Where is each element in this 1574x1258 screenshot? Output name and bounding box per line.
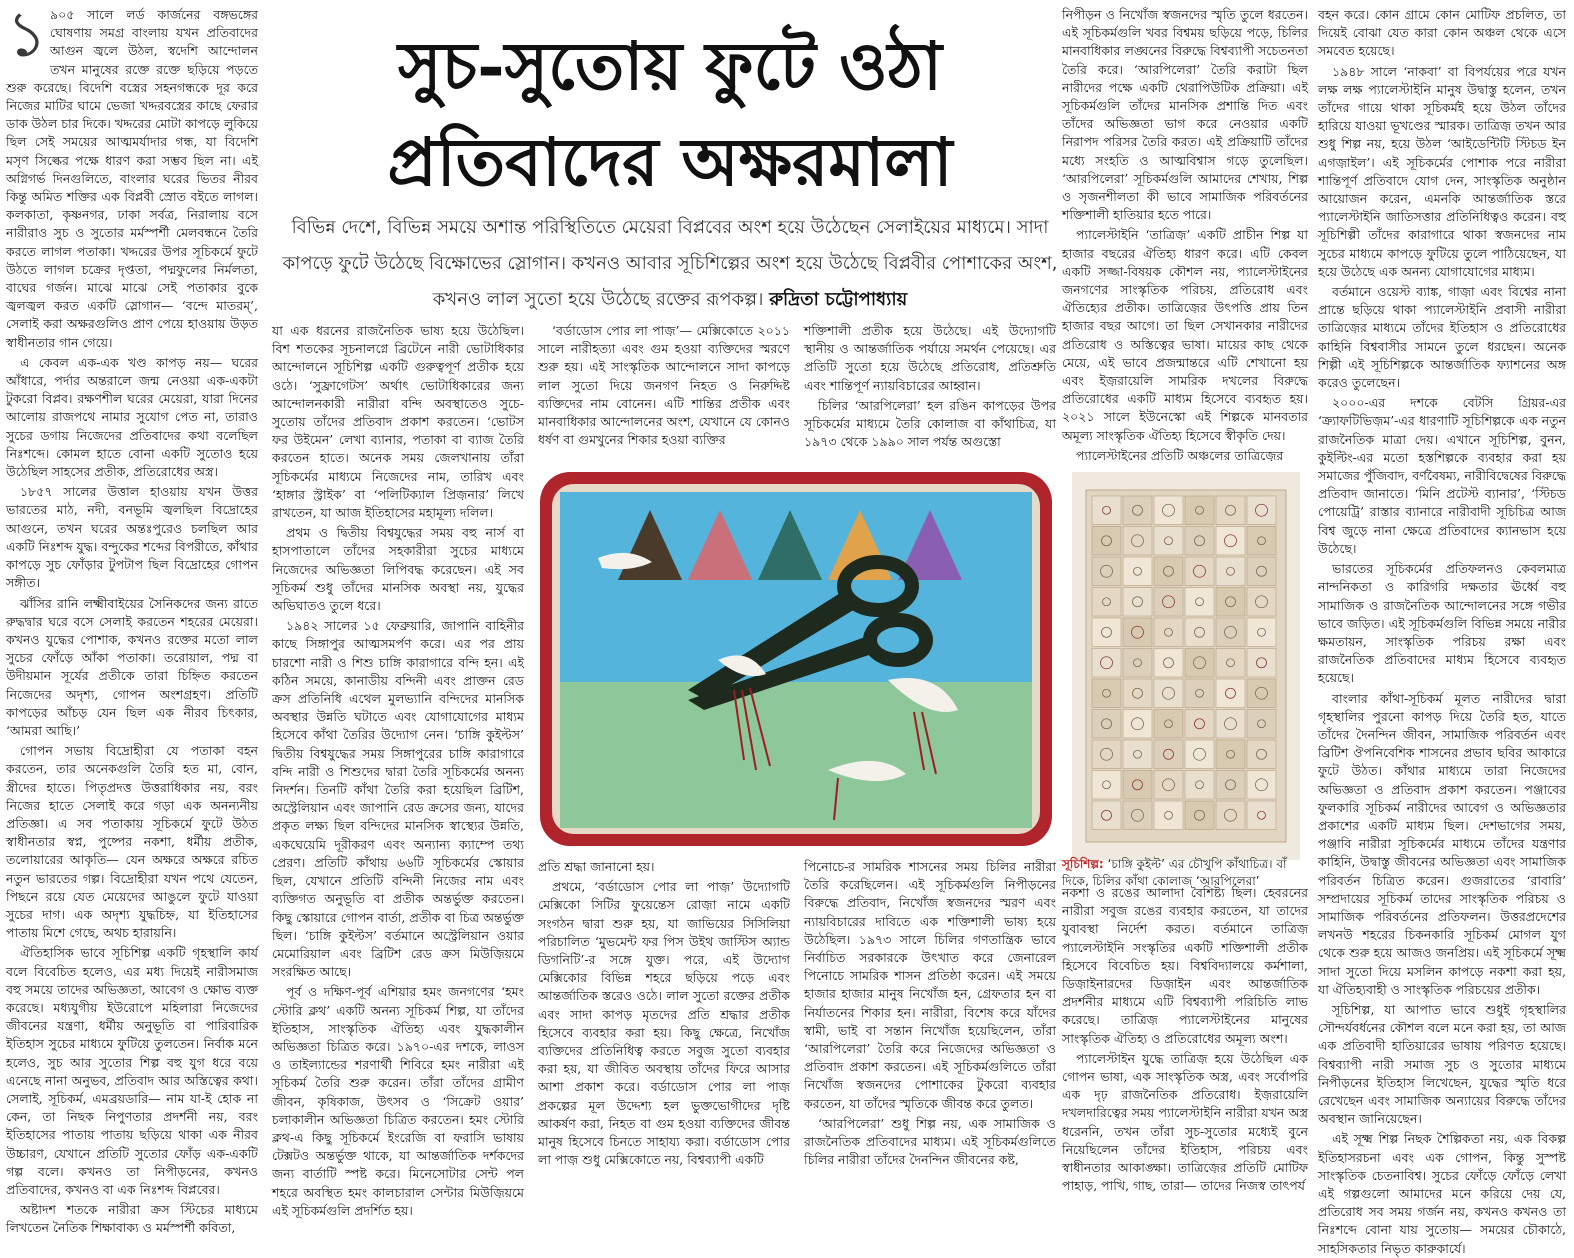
quilt-square bbox=[1185, 618, 1214, 647]
quilt-square bbox=[1123, 679, 1152, 708]
paragraph: ‘বর্ডাডোস পোর লা পাজ়’— মেক্সিকোতে ২০১১ সালে নারীহত্যা এবং গুম হওয়া ব্যক্তিদের স্মরণে শুরু হয়। এই সাংস্কৃতিক আন্দোলনে সাদা কাপড়ে লাল সুতো দিয়ে জনগণ নিহত ও নিরুদ্দিষ্ট ব্যক্তিদের নাম বোনেন। এটি শান্তির প্রতীক এবং মানবাধিকার আন্দোলনের অংশ, যেখানে যে কোনও ধর্ষণ বা গুমখুনের শিকার হওয়া ব্যক্তির bbox=[538, 323, 790, 448]
paragraph: ১৯৪৮ সালে ‘নাকবা’ বা বিপর্যয়ের পরে যখন লক্ষ লক্ষ প্যালেস্টাইনি মানুষ উদ্বাস্তু হলেন, তখন তাঁদের গায়ে থাকা সূচিকর্মই হয়ে উঠল তাঁদের হারিয়ে যাওয়া ভূখণ্ডের স্মারক। তাত্রিজ় তখন আর শুধু শিল্প নয়, হয়ে উঠল ‘আইডেন্টিটি স্টিচড ইন এগজ়াইল’। এই সূচিকর্মের পোশাক পরে নারীরা শান্তিপূর্ণ প্রতিবাদে যোগ দেন, সাংস্কৃতিক অনুষ্ঠান আয়োজন করেন, এমনকি আন্তর্জাতিক স্তরে প্যালেস্টাইনি জাতিসত্তার প্রতিনিধিত্বও করেন। বহু সূচিশিল্পী তাঁদের কারাগারে থাকা স্বজনদের নাম সুচের মাধ্যমে কাপড়ে ফুটিয়ে তুলে পাঠিয়েছেন, যা হয়ে উঠেছে এক অনন্য যোগাযোগের মাধ্যম। bbox=[1318, 63, 1566, 279]
quilt-square bbox=[1092, 740, 1121, 769]
quilt-square bbox=[1247, 618, 1276, 647]
quilt-square bbox=[1154, 679, 1183, 708]
quilt-square bbox=[1092, 618, 1121, 647]
caption-text: ‘চাঙ্গি কুইল্ট’ এর চৌখুপি কাঁথাচিত্র। বাঁ দিকে, চিলির কাঁথা কোলাজ ‘আরপিলেরা’ bbox=[1062, 857, 1287, 888]
quilt-square bbox=[1216, 618, 1245, 647]
quilt-square bbox=[1154, 557, 1183, 586]
paragraph: এই সূক্ষ্ম শিল্প নিছক শৈল্পিকতা নয়, এক বিকল্প ইতিহাসরচনা এবং এক গোপন, কিন্তু সুস্পষ্ট সাংস্কৃতিক চেতনাবিশ্ব। সুচের ফোঁড়ে ফোঁড়ে লেখা এই গল্পগুলো আমাদের মনে করিয়ে দেয় যে, প্রতিরোধ সব সময় গর্জন নয়, কখনও কখনও তা নিঃশব্দে বোনা যায় সুতোয়— সময়ের চৌকাঠে, সাহসিকতার নিভৃত কারুকার্যে। bbox=[1318, 1131, 1566, 1256]
quilt-square bbox=[1123, 527, 1152, 556]
headline bbox=[290, 18, 1050, 210]
paragraph: বর্তমানে ওয়েস্ট ব্যাঙ্ক, গাজ়া এবং বিশ্বের নানা প্রান্তে ছড়িয়ে থাকা প্যালেস্টাইনি প্রবাসী নারীরা তাত্রিজ়ের মাধ্যমে তাঁদের ইতিহাস ও প্রতিরোধের কাহিনি বিশ্ববাসীর সামনে তুলে ধরছেন। অনেক শিল্পী এই সূচিশিল্পকে আন্তর্জাতিক ফ্যাশনের অঙ্গ করেও তুলেছেন। bbox=[1318, 284, 1566, 391]
quilt-square bbox=[1123, 557, 1152, 586]
quilt-square bbox=[1123, 710, 1152, 739]
quilt-square bbox=[1092, 496, 1121, 525]
quilt-square bbox=[1185, 740, 1214, 769]
quilt-square bbox=[1247, 679, 1276, 708]
quilt-square bbox=[1154, 527, 1183, 556]
quilt-square bbox=[1092, 679, 1121, 708]
article-column-4-top bbox=[804, 322, 1056, 474]
quilt-square bbox=[1123, 740, 1152, 769]
quilt-square bbox=[1185, 496, 1214, 525]
paragraph: প্রথম ও দ্বিতীয় বিশ্বযুদ্ধের সময় বহু নার্স বা হাসপাতালে তাঁদের সহকারীরা সুচের মাধ্যমে নিজেদের অভিজ্ঞতা লিপিবদ্ধ করেছেন। এই সব সূচিকর্ম শুধু তাঁদের মানসিক অবস্থা নয়, যুদ্ধের অভিঘাতও তুলে ধরে। bbox=[272, 525, 524, 614]
paragraph: এ কেবল এক-এক খণ্ড কাপড় নয়— ঘরের আঁধারে, পর্দার অন্তরালে জন্ম নেওয়া এক-একটা টুকরো বিপ্লব। রক্ষণশীল ঘরের মেয়েরা, যারা দিনের আলোয় রাজপথে নামার সুযোগ পেত না, তারাও সুচের ডগায় নিজেদের প্রতিবাদের কথা বলেছিল নিঃশব্দে। কোমল হাতে বোনা একটি সুতোও হয়ে উঠেছিল সাহসের প্রতীক, প্রতিরোধের অস্ত্র। bbox=[6, 354, 258, 480]
quilt-square bbox=[1247, 740, 1276, 769]
paragraph: ৯০৫ সালে লর্ড কার্জনের বঙ্গভঙ্গের ঘোষণায় সমগ্র বাংলায় যখন প্রতিবাদের আগুন জ্বলে উঠল, স্বদেশি আন্দোলন তখন মানুষের রক্তে রক্তে ছড়িয়ে পড়তে শুরু করেছে। বিদেশি বস্ত্রের সহনগন্ধকে দূর করে নিজের মাটির ঘামে ভেজা খদ্দরবস্ত্রের কাছে ফেরার ডাক উঠল চার দিকে। খদ্দরের মোটা কাপড়ে লুকিয়ে ছিল সেই সময়ের আত্মমর্যাদার গন্ধ, যা বিদেশি মসৃণ সিল্কের পক্ষে ধারণ করা সম্ভব ছিল না। এই অগ্নিগর্ভ দিনগুলিতে, বাংলার ঘরের ভিতর নীরব কিন্তু অমিত শক্তির এক বিপ্লবী স্রোত বইতে লাগল। কলকাতা, কৃষ্ণনগর, ঢাকা সর্বত্র, নিরালায় বসে নারীরাও সুচ ও সুতোর মর্মস্পর্শী মেলবন্ধনে তৈরি করতে লাগল পতাকা। খদ্দরের উপর সূচিকর্মে ফুটে উঠতে লাগল চক্রের দৃপ্ততা, পদ্মফুলের নির্মলতা, বাঘের গর্জন। মাঝে মাঝে সেই পতাকার বুকে জ্বলজ্বল করত একটি স্লোগান— ‘বন্দে মাতরম্’, সেলাই করা অক্ষরগুলিও প্রাণ পেয়ে হাওয়ায় উড়ত স্বাধীনতার গান গেয়ে। bbox=[6, 7, 258, 350]
quilt-sky bbox=[560, 492, 1032, 682]
quilt-square bbox=[1247, 496, 1276, 525]
quilt-square bbox=[1092, 557, 1121, 586]
quilt-square bbox=[1185, 649, 1214, 678]
paragraph: নকশা ও রঙের আলাদা বৈশিষ্ট্য ছিল। হেবরনের নারীরা সবুজ রঙের ব্যবহার করতেন, যা তাদের যুবাবস্থা নির্দেশ করত। বর্তমানে তাত্রিজ় প্যালেস্টাইনি সংস্কৃতির একটি শক্তিশালী প্রতীক হিসেবে বিবেচিত হয়। বিশ্ববিদ্যালয়ে কর্মশালা, ডিজ়াইনারদের ডিজ়াইন এবং আন্তর্জাতিক প্রদর্শনীর মাধ্যমে এটি বিশ্বব্যাপী পরিচিতি লাভ করেছে। তাত্রিজ় প্যালেস্টাইনের মানুষের সাংস্কৃতিক ঐতিহ্য ও প্রতিরোধের অমূল্য অংশ। bbox=[1062, 885, 1308, 1046]
paragraph: গোপন সভায় বিদ্রোহীরা যে পতাকা বহন করতেন, তার অনেকগুলি তৈরি হত মা, বোন, স্ত্রীদের হাতে। পিতৃপ্রদত্ত উত্তরাধিকার নয়, বরং নিজের হাতে সেলাই করে গড়া এক অনন্যনীয় প্রতিজ্ঞা। এ সব পতাকায় সূচিকর্মে ফুটে উঠত স্বাধীনতার স্বপ্ন, পুষ্পের নকশা, ধর্মীয় প্রতীক, তলোয়ারের আকৃতি— যেন অক্ষরে অক্ষরে রচিত নতুন ভারতের গল্প। বিদ্রোহীরা যখন পথে যেতেন, পিছনে রয়ে যেত মেয়েদের আঙুলে ফুটে যাওয়া সুচের দাগ। এক অদৃশ্য যুদ্ধচিহ্ন, যা ইতিহাসের পাতায় মিশে গেছে, অথচ হারায়নি। bbox=[6, 743, 258, 941]
headline-line-1: সুচ-সুতোয় ফুটে ওঠা bbox=[398, 27, 942, 105]
article-column-5-top bbox=[1062, 6, 1308, 463]
paragraph: যা এক ধরনের রাজনৈতিক ভাষ্য হয়ে উঠেছিল। বিশ শতকের সূচনালগ্নে ব্রিটেনে নারী ভোটাধিকার আন্দোলনে সূচিশিল্প একটি গুরুত্বপূর্ণ প্রতীক হয়ে ওঠে। ‘সুফ্রাগেটস’ অর্থাৎ ভোটাধিকারের জন্য আন্দোলনকারী নারীরা বন্দি অবস্থাতেও সুচে-সুতোয় তাঁদের প্রতিবাদ প্রকাশ করতেন। ‘ভোটস ফর উইমেন’ লেখা ব্যানার, পতাকা বা ব্যাজ তৈরি করতেন হাতে। অনেক সময় জেলখানায় তাঁরা সূচিকর্মের মাধ্যমে নিজেদের নাম, তারিখ এবং ‘হাঙ্গার স্ট্রাইক’ বা ‘পলিটিক্যাল প্রিজ়নার’ লিখে রাখতেন, যা আজ ইতিহাসের মহামূল্য দলিল। bbox=[272, 323, 524, 521]
paragraph: ঐতিহাসিক ভাবে সূচিশিল্প একটি গৃহস্থালি কার্য বলে বিবেচিত হলেও, এর মধ্য দিয়েই নারীসমাজ বহু সময়ে তাদের অভিজ্ঞতা, আবেগ ও ক্ষোভ ব্যক্ত করেছে। মধ্যযুগীয় ইউরোপে মহিলারা নিজেদের জীবনের যন্ত্রণা, ধর্মীয় অনুভূতি বা পারিবারিক ইতিহাস সুচের মাধ্যমে ফুটিয়ে তুলতেন। নির্বাক মনে হলেও, সুচ আর সুতোর শিল্প বহু যুগ ধরে বয়ে এনেছে নানা অনুভব, প্রতিবাদ আর অস্তিত্বের কথা। সেলাই, সূচিকর্ম, এমব্রয়ডারি— নাম যা-ই হোক না কেন, তা নিছক নিপুণতার প্রদর্শনী নয়, বরং ইতিহাসের পাতায় পাতায় ছড়িয়ে থাকা এক নীরব উচ্চারণ, যেখানে প্রতিটি সুতোর ফোঁড় এক-একটি গল্প বলে। কখনও তা নিপীড়নের, কখনও প্রতিবাদের, কখনও বা এক নিঃশব্দ বিপ্লবের। bbox=[6, 945, 258, 1197]
quilt-square bbox=[1123, 496, 1152, 525]
paragraph: ভারতের সূচিকর্মের প্রতিফলনও কেবলমাত্র নান্দনিকতা ও কারিগরি দক্ষতার ঊর্ধ্বে বহু সামাজিক ও রাজনৈতিক আন্দোলনের সঙ্গে গভীর ভাবে জড়িত। এই সূচিকর্মগুলি বিভিন্ন সময়ে নারীর ক্ষমতায়ন, সাংস্কৃতিক পরিচয় রক্ষা এবং রাজনৈতিক প্রতিবাদের মাধ্যম হিসেবে ব্যবহৃত হয়েছে। bbox=[1318, 561, 1566, 686]
headline-line-2: প্রতিবাদের অক্ষরমালা bbox=[387, 123, 953, 201]
paragraph: ঝাঁসির রানি লক্ষ্মীবাইয়ের সৈনিকদের জন্য রাতে রুদ্ধদ্বার ঘরে বসে সেলাই করতেন শহরের মেয়েরা। কখনও যুদ্ধের পোশাক, কখনও রক্তের মতো লাল সুচের ফোঁড়ে আঁকা পতাকা। তরোয়াল, পদ্ম বা উদীয়মান সূর্যের প্রতীকে তারা চিহ্নিত করতেন নিজেদের অদৃশ্য, গোপন অংশগ্রহণ। প্রতিটি কাপড়ের আঁচড় যেন ছিল এক নীরব চিৎকার, ‘আমরা আছি।’ bbox=[6, 595, 258, 738]
quilt-square bbox=[1216, 679, 1245, 708]
quilt-square bbox=[1123, 649, 1152, 678]
quilt-square bbox=[1185, 679, 1214, 708]
quilt-square bbox=[1247, 801, 1276, 830]
paragraph: চিলির ‘আরপিলেরা’ হল রঙিন কাপড়ের উপর সূচিকর্মের মাধ্যমে তৈরি কোলাজ বা কাঁথাচিত্র, যা ১৯৭৩ থেকে ১৯৯০ সাল পর্যন্ত অগুস্তো bbox=[804, 397, 1056, 450]
quilt-square bbox=[1216, 557, 1245, 586]
quilt-square bbox=[1247, 557, 1276, 586]
quilt-square bbox=[1092, 710, 1121, 739]
quilt-square bbox=[1185, 771, 1214, 800]
paragraph: ২০০০-এর দশকে বেটসি গ্রিয়র-এর ‘ক্র্যাফটিভিজ়ম’-এর ধারণাটি সূচিশিল্পকে এক নতুন রাজনৈতিক মাত্রা দেয়। এখানে সূচিশিল্প, বুনন, কুইল্টিং-এর মতো হস্তশিল্পকে ব্যবহার করা হয় সমাজের পুঁজিবাদ, বর্ণবৈষম্য, নারীবিদ্বেষের বিরুদ্ধে প্রতিবাদ জানাতে। ‘মিনি প্রটেস্ট ব্যানার’, ‘স্টিচড পোয়েট্রি’ রাস্তার ব্যানারে নারীবাদী সূচিচিত্র আজ বিশ্ব জুড়ে নানা ক্ষেত্রে প্রতিবাদের ক্যানভাস হয়ে উঠেছে। bbox=[1318, 395, 1566, 556]
quilt-square bbox=[1154, 771, 1183, 800]
quilt-square bbox=[1123, 618, 1152, 647]
quilt-square bbox=[1123, 801, 1152, 830]
paragraph: পিনোচে-র সামরিক শাসনের সময় চিলির নারীরা তৈরি করেছিলেন। এই সূচিকর্মগুলি নিপীড়নের বিরুদ্ধে প্রতিবাদ, নিখোঁজ স্বজনদের স্মরণ এবং ন্যায়বিচারের দাবিতে এক শক্তিশালী ভাষ্য হয়ে উঠেছিল। ১৯৭৩ সালে চিলির গণতান্ত্রিক ভাবে নির্বাচিত সরকারকে উৎখাত করে জেনারেল পিনোচে সামরিক শাসন প্রতিষ্ঠা করেন। এই সময়ে হাজার হাজার মানুষ নিখোঁজ হন, গ্রেফতার হন বা নির্যাতনের শিকার হন। নারীরা, বিশেষ করে যাঁদের স্বামী, ভাই বা সন্তান নিখোঁজ হয়েছিলেন, তাঁরা ‘আরপিলেরা’ তৈরি করে নিজেদের অভিজ্ঞতা ও প্রতিবাদ প্রকাশ করতেন। এই সূচিকর্মগুলিতে তাঁরা নিখোঁজ স্বজনদের পোশাকের টুকরো ব্যবহার করতেন, যা তাঁদের স্মৃতিকে জীবন্ত করে তুলত। bbox=[804, 859, 1056, 1111]
article-column-1 bbox=[6, 0, 258, 1236]
quilt-square bbox=[1185, 588, 1214, 617]
paragraph: প্যালেস্টাইনের প্রতিটি অঞ্চলের তাত্রিজ়ের bbox=[1076, 447, 1284, 463]
quilt-square bbox=[1216, 740, 1245, 769]
paragraph: প্রতি শ্রদ্ধা জানানো হয়। bbox=[538, 859, 655, 874]
quilt-square bbox=[1185, 710, 1214, 739]
quilt-square bbox=[1154, 618, 1183, 647]
paragraph: শক্তিশালী প্রতীক হয়ে উঠেছে। এই উদ্যোগটি স্থানীয় ও আন্তর্জাতিক পর্যায়ে সমর্থন পেয়েছে। এর প্রতিটি সুতো হয়ে উঠেছে প্রতিরোধ, প্রতিশ্রুতি এবং শান্তিপূর্ণ ন্যায়বিচারের আহ্বান। bbox=[804, 323, 1056, 393]
changi-quilt-image bbox=[1072, 472, 1300, 860]
quilt-grass bbox=[560, 682, 1032, 828]
quilt-square bbox=[1154, 710, 1183, 739]
quilt-square bbox=[1092, 771, 1121, 800]
paragraph: প্যালেস্টাইনি ‘তাত্রিজ়’ একটি প্রাচীন শিল্প যা হাজার বছরের ঐতিহ্য ধারণ করে। এটি কেবল একটি সজ্জা-বিষয়ক কৌশল নয়, প্যালেস্টাইনের জনগণের সাংস্কৃতিক পরিচয়, প্রতিরোধ এবং ঐতিহ্যের প্রতীক। তাত্রিজ়ের উৎপত্তি প্রায় তিন হাজার বছর আগে। তা ছিল সেখানকার নারীদের প্রতিরোধ ও অস্তিত্বের ভাষা। মায়ের কাছ থেকে মেয়ে, এই ভাবে প্রজন্মান্তরে এটি শেখানো হয় এবং ইজ়রায়েলি সামরিক দখলের বিরুদ্ধে প্রতিরোধের একটি মাধ্যম হিসেবে ব্যবহৃত হয়। ২০২১ সালে ইউনেস্কো এই শিল্পকে মানবতার অমূল্য সাংস্কৃতিক ঐতিহ্য হিসেবে স্বীকৃতি দেয়। bbox=[1062, 227, 1308, 443]
quilt-square bbox=[1154, 740, 1183, 769]
article-column-3-bottom bbox=[538, 858, 790, 1184]
byline: রুদ্রিতা চট্টোপাধ্যায় bbox=[769, 289, 908, 310]
article-column-5-bottom bbox=[1062, 884, 1308, 1194]
article-column-6 bbox=[1318, 6, 1566, 1256]
quilt-square bbox=[1216, 588, 1245, 617]
drop-cap: ১ bbox=[6, 0, 48, 72]
arpillera-quilt-image bbox=[538, 470, 1054, 848]
quilt-square bbox=[1216, 527, 1245, 556]
quilt-square bbox=[1154, 588, 1183, 617]
quilt-square bbox=[1247, 710, 1276, 739]
paragraph: বহন করে। কোন গ্রামে কোন মোটিফ প্রচলিত, তা দিয়েই বোঝা যেত কারা কোন অঞ্চল থেকে এসে সমবেত হয়েছে। bbox=[1318, 7, 1566, 59]
quilt-square bbox=[1123, 588, 1152, 617]
paragraph: ‘আরপিলেরা’ শুধু শিল্প নয়, এক সামাজিক ও রাজনৈতিক প্রতিবাদের মাধ্যম। এই সূচিকর্মগুলিতে চিলির নারীরা তাঁদের দৈনন্দিন জীবনের কষ্ট, bbox=[804, 1115, 1056, 1168]
paragraph: সূচিশিল্প, যা আপাত ভাবে শুধুই গৃহস্থালির সৌন্দর্যবর্ধনের কৌশল বলে মনে করা হয়, তা আজ এক প্রতিবাদী হাতিয়ারের ভাষায় পরিণত হয়েছে। বিশ্বব্যাপী নারী সমাজ সুচ ও সুতোর মাধ্যমে নিপীড়নের ইতিহাস লিখেছেন, যুদ্ধের স্মৃতি ধরে রেখেছেন এবং সামাজিক অন্যায়ের বিরুদ্ধে তাঁদের অবস্থান জানিয়েছেন। bbox=[1318, 1001, 1566, 1127]
paragraph: ১৮৫৭ সালের উত্তাল হাওয়ায় যখন উত্তর ভারতের মাঠ, নদী, বনভূমি জ্বলছিল বিদ্রোহের আগুনে, তখন ঘরের অন্তঃপুরেও চলছিল আর একটি নিঃশব্দ যুদ্ধ। বন্দুকের শব্দের বিপরীতে, কাঁথার কাপড়ে সুচ ফোঁড়ার টুপটাপ ছিল বিদ্রোহের গোপন সঙ্গীত। bbox=[6, 484, 258, 591]
paragraph: বাংলার কাঁথা-সূচিকর্ম মূলত নারীদের দ্বারা গৃহস্থালির পুরনো কাপড় দিয়ে তৈরি হত, যাতে তাঁদের দৈনন্দিন জীবন, সামাজিক পরিবর্তন এবং ব্রিটিশ ঔপনিবেশিক শাসনের প্রভাব ছবির আকারে ফুটে উঠত। কাঁথার মাধ্যমে তারা নিজেদের অভিজ্ঞতা ও প্রতিবাদ প্রকাশ করতেন। পঞ্জাবের ফুলকারি সূচিকর্ম নারীদের আবেগ ও অভিজ্ঞতার প্রকাশের একটি মাধ্যম ছিল। দেশভাগের সময়, পঞ্জাবি নারীরা সূচিকর্মের মাধ্যমে তাঁদের যন্ত্রণার কাহিনি, উদ্বাস্তু জীবনের অভিজ্ঞতা এবং সামাজিক পরিবর্তন চিত্রিত করেন। গুজরাতের ‘রাবারি’ সম্প্রদায়ের সূচিকর্ম তাদের সাংস্কৃতিক পরিচয় ও সামাজিক পরিবর্তনের প্রতিফলন। উত্তরপ্রদেশের লখনউ শহরের চিকনকারি সূচিকর্ম মোগল যুগ থেকে শুরু হয়ে আজও জনপ্রিয়। এই সূচিকর্মে সূক্ষ্ম সাদা সুতো দিয়ে মসলিন কাপড়ে নকশা করা হয়, যা ঐতিহ্যবাহী ও সাংস্কৃতিক পরিচয়ের প্রতীক। bbox=[1318, 690, 1566, 997]
paragraph: প্যালেস্টাইন যুদ্ধে তাত্রিজ় হয়ে উঠেছিল এক গোপন ভাষা, এক সাংস্কৃতিক অস্ত্র, এবং সর্বোপরি এক দৃঢ় রাজনৈতিক প্রতিরোধ। ইজ়রায়েলি দখলদারিত্বের সময় প্যালেস্টাইনি নারীরা যখন অস্ত্র ধরেননি, তখন তাঁরা সুচ-সুতোর মধ্যেই বুনে নিয়েছিলেন তাঁদের ইতিহাস, পরিচয় এবং স্বাধীনতার আকাঙ্ক্ষা। তাত্রিজ়ের প্রতিটি মোটিফ পাহাড়, পাখি, গাছ, তারা— তাদের নিজস্ব তাৎপর্য bbox=[1062, 1050, 1308, 1194]
quilt-square bbox=[1185, 527, 1214, 556]
quilt-square bbox=[1185, 801, 1214, 830]
quilt-square bbox=[1216, 710, 1245, 739]
quilt-square bbox=[1216, 496, 1245, 525]
quilt-square bbox=[1092, 649, 1121, 678]
paragraph: অষ্টাদশ শতকে নারীরা ক্রস স্টিচের মাধ্যমে লিখতেন নৈতিক শিক্ষাবাক্য ও মর্মস্পর্শী কবিতা, bbox=[6, 1202, 258, 1236]
quilt-square bbox=[1216, 771, 1245, 800]
quilt-square bbox=[1216, 801, 1245, 830]
quilt-square bbox=[1092, 801, 1121, 830]
caption-label: সূচিশিল্প: bbox=[1062, 857, 1104, 871]
quilt-square bbox=[1092, 527, 1121, 556]
quilt-square bbox=[1247, 771, 1276, 800]
paragraph: প্রথমে, ‘বর্ডাডোস পোর লা পাজ়’ উদ্যোগটি মেক্সিকো সিটির ফুয়েন্তেস রোজ়া নামে একটি সংগঠন দ্বারা শুরু হয়, যা জাভিয়ের সিসিলিয়া পরিচালিত ‘মুভমেন্ট ফর পিস উইথ জাস্টিস অ্যান্ড ডিগনিটি’-র সঙ্গে যুক্ত। পরে, এই উদ্যোগ মেক্সিকোর বিভিন্ন শহরে ছড়িয়ে পড়ে এবং আন্তর্জাতিক স্তরেও ওঠে। লাল সুতো রক্তের প্রতীক এবং সাদা কাপড় মৃতদের প্রতি শ্রদ্ধার প্রতীক হিসেবে ব্যবহার করা হয়। কিছু ক্ষেত্রে, নিখোঁজ ব্যক্তিদের প্রতিনিধিত্ব করতে সবুজ সুতো ব্যবহার করা হয়, যা জীবিত অবস্থায় তাঁদের ফিরে আসার আশা প্রকাশ করে। বর্ডাডোস পোর লা পাজ় প্রকল্পের মূল উদ্দেশ্য হল ভুক্তভোগীদের দৃষ্টি আকর্ষণ করা, নিহত বা গুম হওয়া ব্যক্তিদের জীবন্ত মানুষ হিসেবে চিনতে সাহায্য করা। বর্ডাডোস পোর লা পাজ় শুধু মেক্সিকোতে নয়, বিশ্বব্যাপী একটি bbox=[538, 879, 790, 1168]
standfirst-text: বিভিন্ন দেশে, বিভিন্ন সময়ে অশান্ত পরিস্থিতিতে মেয়েরা বিপ্লবের অংশ হয়ে উঠেছেন সেলাইয়ের মাধ্যমে। সাদা কাপড়ে ফুটে উঠেছে বিক্ষোভের স্লোগান। কখনও আবার সূচিশিল্পের অংশ হয়ে উঠেছে বিপ্লবীর পোশাকের অংশ, কখনও লাল সুতো হয়ে উঠেছে রক্তের রূপকল্প। bbox=[282, 217, 1058, 310]
quilt-square bbox=[1123, 771, 1152, 800]
paragraph: ১৯৪২ সালের ১৫ ফেব্রুয়ারি, জাপানি বাহিনীর কাছে সিঙ্গাপুর আত্মসমর্পণ করে। এর পর প্রায় চারশো নারী ও শিশু চাঙ্গি কারাগারে বন্দি হন। এই কঠিন সময়ে, কানাডীয় বন্দিনী এবং প্রাক্তন রেড ক্রস প্রতিনিধি এথেল মুলভ্যানি বন্দিদের মানসিক অবস্থার উন্নতি ঘটাতে এবং যোগাযোগের মাধ্যম হিসেবে কাঁথা তৈরির উদ্যোগ নেন। ‘চাঙ্গি কুইল্টস’ দ্বিতীয় বিশ্বযুদ্ধের সময় সিঙ্গাপুরের চাঙ্গি কারাগারে বন্দি নারী ও শিশুদের দ্বারা তৈরি সূচিকর্মের অনন্য নিদর্শন। তিনটি কাঁথা তৈরি করা হয়েছিল ব্রিটিশ, অস্ট্রেলিয়ান এবং জাপানি রেড ক্রসের জন্য, যাদের প্রকৃত লক্ষ্য ছিল বন্দিদের মানসিক স্বাস্থ্যের উন্নতি, একঘেয়েমি দূরীকরণ এবং অন্যান্য ক্যাম্পে তথ্য প্রেরণ। প্রতিটি কাঁথায় ৬৬টি সূচিকর্মের স্কোয়ার ছিল, যেখানে প্রতিটি বন্দিনী নিজের নাম এবং ব্যক্তিগত অনুভূতি বা প্রতীক অন্তর্ভুক্ত করতেন। কিছু স্কোয়ারে গোপন বার্তা, প্রতীক বা চিত্র অন্তর্ভুক্ত ছিল। ‘চাঙ্গি কুইল্টস’ বর্তমানে অস্ট্রেলিয়ান ওয়ার মেমোরিয়াল এবং ব্রিটিশ রেড ক্রস মিউজ়িয়মে সংরক্ষিত আছে। bbox=[272, 618, 524, 980]
quilt-square bbox=[1154, 649, 1183, 678]
quilt-square bbox=[1154, 801, 1183, 830]
article-column-2 bbox=[272, 322, 524, 1218]
article-column-3-top bbox=[538, 322, 790, 474]
quilt-square bbox=[1185, 557, 1214, 586]
quilt-square bbox=[1247, 649, 1276, 678]
paragraph: নিপীড়ন ও নিখোঁজ স্বজনদের স্মৃতি তুলে ধরতেন। এই সূচিকর্মগুলি খবর বিশ্বময় ছড়িয়ে পড়ে, চিলির মানবাধিকার লঙ্ঘনের বিরুদ্ধে বিশ্বব্যাপী সচেতনতা তৈরি করে। ‘আরপিলেরা’ তৈরি করাটা ছিল নারীদের পক্ষে একটি থেরাপিউটিক প্রক্রিয়া। এই সূচিকর্মগুলি তাঁদের মানসিক প্রশান্তি দিত এবং তাঁদের অভিজ্ঞতা ভাগ করে নেওয়ার একটি নিরাপদ পরিসর তৈরি করত। এই প্রক্রিয়াটি তাঁদের মধ্যে সংহতি ও আত্মবিশ্বাস গড়ে তুলেছিল। ‘আরপিলেরা’ সূচিকর্মগুলি আমাদের শেখায়, শিল্প ও সৃজনশীলতা কী ভাবে সামাজিক পরিবর্তনের শক্তিশালী হাতিয়ার হতে পারে। bbox=[1062, 7, 1308, 223]
quilt-square bbox=[1247, 588, 1276, 617]
quilt-square bbox=[1092, 588, 1121, 617]
paragraph: পূর্ব ও দক্ষিণ-পূর্ব এশিয়ার হমং জনগণের ‘হমং স্টোরি ক্লথ’ একটি অনন্য সূচিকর্ম শিল্প, যা তাঁদের ইতিহাস, সাংস্কৃতিক ঐতিহ্য এবং যুদ্ধকালীন অভিজ্ঞতা চিত্রিত করে। ১৯৭০-এর দশকে, লাওস ও তাইল্যান্ডের শরণার্থী শিবিরে হমং নারীরা এই সূচিকর্ম তৈরি শুরু করেন। তাঁরা তাঁদের গ্রামীণ জীবন, কৃষিকাজ, উৎসব ও ‘সিক্রেট ওয়ার’ চলাকালীন অভিজ্ঞতা চিত্রিত করতেন। হমং স্টোরি ক্লথ-এ কিছু সূচিকর্মে ইংরেজি বা ফরাসি ভাষায় টেক্সটও অন্তর্ভুক্ত থাকে, যা আন্তর্জাতিক দর্শকদের জন্য বার্তাটি স্পষ্ট করে। মিনেসোটার সেন্ট পল শহরে অবস্থিত হমং কালচারাল সেন্টার মিউজ়িয়মে এই সূচিকর্মগুলি প্রদর্শিত হয়। bbox=[272, 984, 524, 1218]
quilt-square bbox=[1216, 649, 1245, 678]
quilt-square bbox=[1247, 527, 1276, 556]
quilt-square bbox=[1154, 496, 1183, 525]
standfirst bbox=[278, 210, 1062, 318]
article-column-4-bottom bbox=[804, 858, 1056, 1184]
